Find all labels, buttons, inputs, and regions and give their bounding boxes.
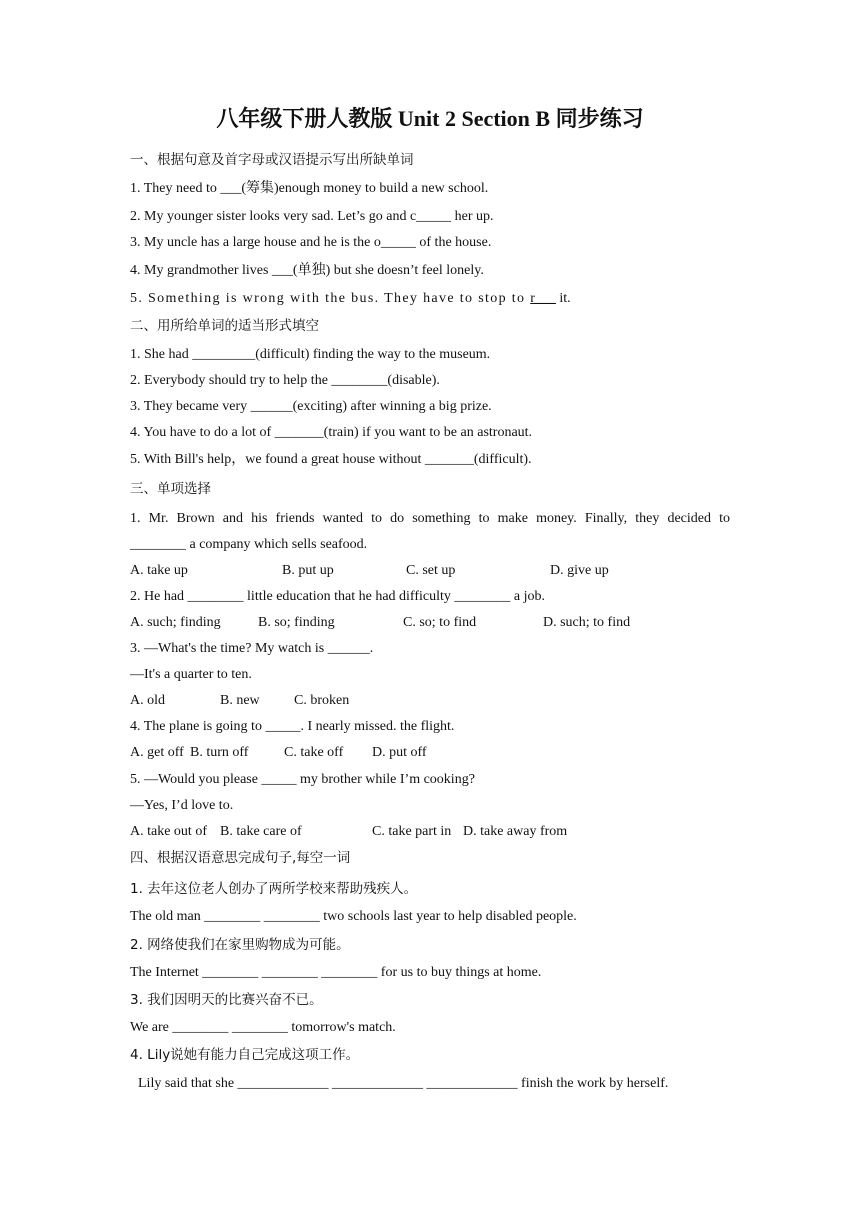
s1-q5-text: 5. Something is wrong with the bus. They have to stop to [130,291,531,306]
s3-q2-option-a: A. such; finding [130,615,221,630]
s2-question-4: 4. You have to do a lot of _______(train) if you want to be an astronaut. [130,425,533,440]
s3-q1-option-a: A. take up [130,563,188,578]
s4-question-4-english: Lily said that she _____________ _____________ _____________ finish the work by herself. [138,1076,669,1091]
s2-question-3: 3. They became very ______(exciting) after winning a big prize. [130,399,492,414]
s1-question-1: 1. They need to ___(筹集)enough money to build a new school. [130,181,489,196]
section-4-heading: 四、根据汉语意思完成句子,每空一词 [130,850,351,866]
section-1-heading: 一、根据句意及首字母或汉语提示写出所缺单词 [130,152,414,168]
s3-q5-option-c: C. take part in [372,824,452,839]
s4-question-1-english: The old man ________ ________ two schools last year to help disabled people. [130,909,577,924]
s3-q1-options [130,561,730,581]
s1-q5-blank: r___ [530,291,556,306]
s2-question-1: 1. She had _________(difficult) finding the way to the museum. [130,347,491,362]
s4-question-1-chinese: 1. 去年这位老人创办了两所学校来帮助残疾人。 [130,881,418,897]
s3-q2-options [130,613,730,633]
s1-question-3: 3. My uncle has a large house and he is the o_____ of the house. [130,235,492,250]
s3-question-5-reply: —Yes, I’d love to. [130,798,234,813]
s3-question-2: 2. He had ________ little education that he had difficulty ________ a job. [130,589,545,604]
s3-q5-option-d: D. take away from [463,824,568,839]
s3-q4-option-c: C. take off [284,745,344,760]
s1-q5-end: it. [555,291,571,306]
s3-q2-option-c: C. so; to find [403,615,477,630]
s3-q3-option-b: B. new [220,693,260,708]
s3-question-1-line-1: 1. Mr. Brown and his friends wanted to do something to make money. Finally, they decided to [130,511,730,526]
s3-q4-options [130,743,730,763]
page-title: 八年级下册人教版 Unit 2 Section B 同步练习 [216,106,644,131]
s3-q1-option-d: D. give up [550,563,609,578]
s1-question-2: 2. My younger sister looks very sad. Let’s go and c_____ her up. [130,209,494,224]
s3-question-1-line-2: ________ a company which sells seafood. [130,537,368,552]
s3-q4-option-b: B. turn off [190,745,249,760]
s3-q2-option-d: D. such; to find [543,615,631,630]
s3-q3-option-a: A. old [130,693,165,708]
s3-question-5: 5. —Would you please _____ my brother while I’m cooking? [130,772,475,787]
s3-q5-options [130,822,730,842]
s2-question-5: 5. With Bill's help，we found a great house without _______(difficult). [130,452,532,467]
section-3-heading: 三、单项选择 [130,481,211,497]
s4-question-3-chinese: 3. 我们因明天的比赛兴奋不已。 [130,992,323,1008]
s4-question-3-english: We are ________ ________ tomorrow's match. [130,1020,396,1035]
s3-question-3: 3. —What's the time? My watch is ______. [130,641,374,656]
s3-question-3-reply: —It's a quarter to ten. [130,667,252,682]
s3-q2-option-b: B. so; finding [258,615,335,630]
s3-q3-options [130,691,730,711]
s1-question-4: 4. My grandmother lives ___(单独) but she doesn’t feel lonely. [130,263,484,278]
s3-q1-option-b: B. put up [282,563,334,578]
s3-question-4: 4. The plane is going to _____. I nearly missed. the flight. [130,719,455,734]
section-2-heading: 二、用所给单词的适当形式填空 [130,318,319,334]
s3-q1-option-c: C. set up [406,563,456,578]
s3-q4-option-d: D. put off [372,745,427,760]
s3-q3-option-c: C. broken [294,693,350,708]
s3-q4-option-a: A. get off [130,745,184,760]
s4-question-2-english: The Internet ________ ________ ________ for us to buy things at home. [130,965,542,980]
s4-question-2-chinese: 2. 网络使我们在家里购物成为可能。 [130,937,350,953]
s3-q5-option-a: A. take out of [130,824,207,839]
s1-question-5 [130,289,571,309]
s3-q5-option-b: B. take care of [220,824,302,839]
s4-question-4-chinese: 4. Lily说她有能力自己完成这项工作。 [130,1047,360,1063]
s2-question-2: 2. Everybody should try to help the ________(disable). [130,373,440,388]
